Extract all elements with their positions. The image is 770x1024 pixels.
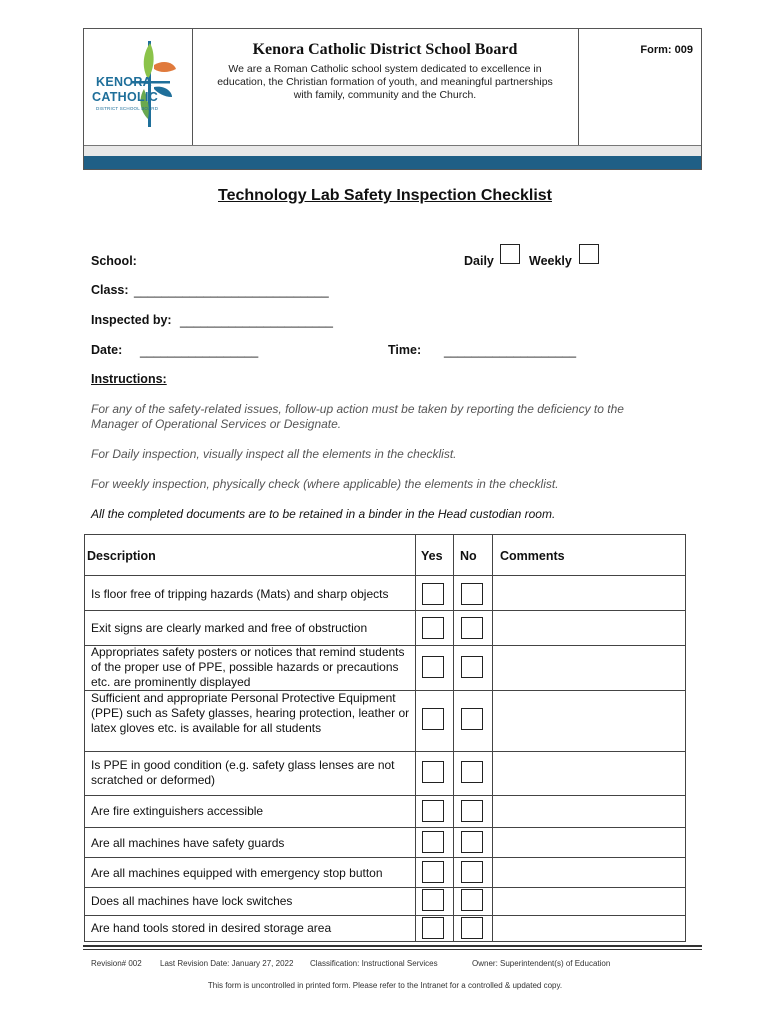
no-checkbox[interactable] [461,656,483,678]
weekly-checkbox[interactable] [579,244,599,264]
instruction-paragraph-4: All the completed documents are to be retained in a binder in the Head custodian room. [91,507,556,521]
footer-note: This form is uncontrolled in printed form. Please refer to the Intranet for a controlled & updated copy. [207,981,563,990]
yes-checkbox[interactable] [422,761,444,783]
class-label: Class: [91,283,129,297]
logo-text-district: DISTRICT SCHOOL BOARD [96,106,159,111]
yes-checkbox[interactable] [422,656,444,678]
no-checkbox[interactable] [461,583,483,605]
column-divider [492,535,493,941]
yes-checkbox[interactable] [422,583,444,605]
row-description: Are fire extinguishers accessible [91,804,264,818]
date-label: Date: [91,343,123,357]
row-description: Exit signs are clearly marked and free of obstruction [91,621,368,635]
footer-owner: Owner: Superintendent(s) of Education [472,959,611,968]
row-description: Does all machines have lock switches [91,894,293,908]
row-description: Appropriates safety posters or notices that remind students of the proper use of PPE, possible hazards or precautions etc. are prominently displayed [91,645,405,689]
yes-checkbox[interactable] [422,861,444,883]
daily-checkbox[interactable] [500,244,520,264]
time-field[interactable]: ___________________ [444,344,577,358]
footer-last-revision: Last Revision Date: January 27, 2022 [160,959,294,968]
no-checkbox[interactable] [461,831,483,853]
page-title: Technology Lab Safety Inspection Checklist [218,187,552,204]
school-field[interactable] [140,250,440,270]
footer-classification: Classification: Instructional Services [310,959,438,968]
form-number-cell [578,29,701,145]
time-label: Time: [388,343,422,357]
logo-text-kenora: KENORA [96,75,152,89]
instruction-paragraph-1: For any of the safety-related issues, follow-up action must be taken by reporting the deficiency to the Manager of Operational Services or Designate. [91,402,624,431]
footer-rule [83,945,702,947]
row-divider [85,857,685,858]
no-checkbox[interactable] [461,800,483,822]
yes-checkbox[interactable] [422,831,444,853]
weekly-label: Weekly [529,254,572,268]
yes-checkbox[interactable] [422,917,444,939]
daily-label: Daily [464,254,494,268]
row-divider [85,795,685,796]
mission-line-2: education, the Christian formation of youth, and meaningful partnerships [217,76,553,88]
row-divider [85,751,685,752]
row-description: Are hand tools stored in desired storage area [91,921,332,935]
logo-text-catholic: CATHOLIC [92,90,159,104]
no-checkbox[interactable] [461,761,483,783]
school-label: School: [91,254,137,268]
instruction-paragraph-3: For weekly inspection, physically check (where applicable) the elements in the checklist. [91,477,559,491]
document-header [83,28,702,170]
footer-rule [83,949,702,950]
row-divider [85,887,685,888]
no-checkbox[interactable] [461,917,483,939]
header-yes: Yes [421,549,443,563]
row-description: Is floor free of tripping hazards (Mats) and sharp objects [91,587,389,601]
row-divider [85,827,685,828]
form-number: Form: 009 [640,44,693,56]
row-description: Are all machines have safety guards [91,836,285,850]
header-color-band [84,156,701,169]
yes-checkbox[interactable] [422,889,444,911]
no-checkbox[interactable] [461,861,483,883]
class-field[interactable]: ____________________________ [134,284,329,298]
no-checkbox[interactable] [461,617,483,639]
yes-checkbox[interactable] [422,708,444,730]
yes-checkbox[interactable] [422,800,444,822]
row-divider [85,610,685,611]
mission-line-3: with family, community and the Church. [293,89,477,101]
row-divider [85,915,685,916]
no-checkbox[interactable] [461,708,483,730]
logo-cell [84,29,193,145]
footer-revision: Revision# 002 [91,959,142,968]
instruction-paragraph-2: For Daily inspection, visually inspect all the elements in the checklist. [91,447,457,461]
row-description: Sufficient and appropriate Personal Protective Equipment (PPE) such as Safety glasses, hearing protection, leather or latex gloves etc. is available for all students [91,691,410,735]
no-checkbox[interactable] [461,889,483,911]
column-divider [453,535,454,941]
mission-cell [192,29,579,145]
board-name: Kenora Catholic District School Board [252,41,518,58]
header-no: No [460,549,477,563]
instructions-heading: Instructions: [91,372,167,386]
date-field[interactable]: _________________ [140,344,259,358]
header-description: Description [87,549,156,563]
header-comments: Comments [500,549,565,563]
row-description: Are all machines equipped with emergency stop button [91,866,383,880]
inspected-by-label: Inspected by: [91,313,172,327]
yes-checkbox[interactable] [422,617,444,639]
mission-statement [192,63,578,102]
checklist-table [84,534,686,942]
inspected-by-field[interactable]: ______________________ [180,314,333,328]
column-divider [415,535,416,941]
mission-line-1: We are a Roman Catholic school system dedicated to excellence in [228,63,542,75]
row-description: Is PPE in good condition (e.g. safety glass lenses are not scratched or deformed) [91,758,395,787]
row-divider [85,575,685,576]
